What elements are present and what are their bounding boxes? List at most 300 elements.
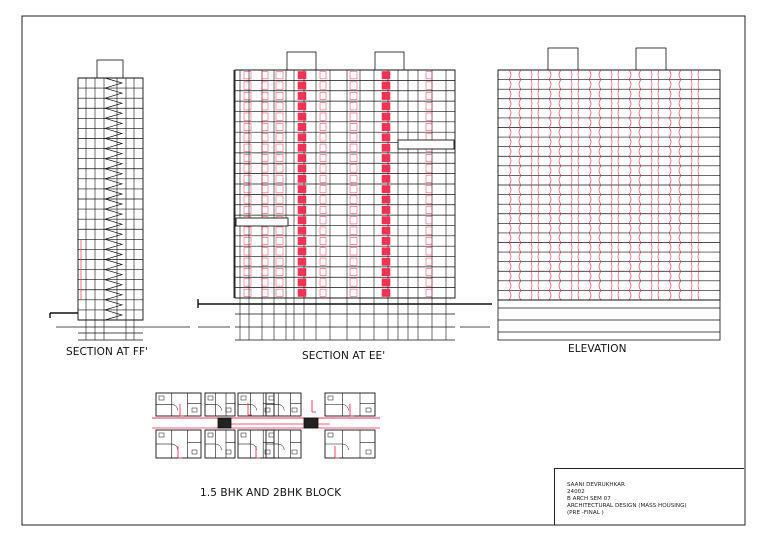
fin-curve [549,252,551,262]
fin-curve [691,99,692,109]
fin-curve [519,214,521,224]
fin-curve [549,147,551,157]
fin-curve [629,223,631,233]
fin-curve [519,290,521,300]
window-opening [426,103,432,110]
fin-curve [629,252,631,262]
window-opening [350,258,357,265]
fin-curve [639,223,641,233]
fin-curve [629,137,631,147]
fin-curve [549,262,551,272]
fin-curve [571,175,572,185]
window-opening [262,227,268,234]
fin-curve [549,195,551,205]
fin-curve [571,99,572,109]
fin-curve [669,118,671,128]
fin-curve [691,128,692,138]
window-opening [262,289,268,296]
roof-structure [636,48,666,70]
fin-curve [691,89,692,99]
fin-curve [509,185,511,195]
fin-curve [611,118,612,128]
fin-curve [698,281,699,291]
fin-curve [578,204,579,214]
fin-curve [599,262,601,272]
window-opening [350,165,357,172]
fin-curve [698,195,699,205]
fin-curve [571,204,572,214]
fin-curve [538,281,539,291]
fin-curve [611,233,612,243]
fin-curve [559,137,561,147]
fixture [366,450,371,454]
fin-curve [578,108,579,118]
fin-curve [559,252,561,262]
fin-curve [639,99,641,109]
fin-curve [519,108,521,118]
fin-curve [611,166,612,176]
window-opening [426,92,432,99]
fin-curve [669,281,671,291]
subject: ARCHITECTURAL DESIGN (MASS HOUSING) [567,503,687,509]
window-opening [426,237,432,244]
flat-partition [298,196,306,203]
window-opening [244,196,251,203]
fixture [159,433,164,437]
flat-partition [298,103,306,110]
window-opening [244,289,251,296]
fin-curve [509,204,511,214]
fin-curve [559,185,561,195]
fixture [366,408,371,412]
fin-curve [599,89,601,99]
fin-curve [578,243,579,253]
fixture [192,408,197,412]
window-opening [244,154,251,161]
fin-curve [698,271,699,281]
window-opening [262,206,268,213]
fin-curve [669,195,671,205]
window-opening [426,82,432,89]
fin-curve [618,271,619,281]
fin-curve [531,147,532,157]
window-opening [320,82,326,89]
fin-curve [538,185,539,195]
fin-curve [599,128,601,138]
fin-curve [679,80,681,90]
flat-partition [298,248,306,255]
fin-curve [679,233,681,243]
window-opening [262,237,268,244]
fin-curve [531,262,532,272]
lift-machine-room [375,52,404,70]
fin-curve [549,204,551,214]
fin-curve [559,70,561,80]
fin-curve [599,118,601,128]
fin-curve [519,243,521,253]
window-opening [320,103,326,110]
elevation-drawing [498,48,720,340]
fin-curve [669,156,671,166]
fin-curve [589,204,591,214]
fin-curve [589,80,591,90]
fin-curve [698,99,699,109]
fin-curve [669,70,671,80]
fin-curve [611,99,612,109]
flat-partition [298,144,306,151]
fin-curve [629,233,631,243]
fin-curve [658,271,659,281]
fin-curve [599,70,601,80]
window-opening [320,134,326,141]
fin-curve [639,185,641,195]
fin-curve [611,243,612,253]
fin-curve [578,271,579,281]
fin-curve [578,89,579,99]
fin-curve [599,281,601,291]
fixture [292,408,297,412]
fin-curve [571,156,572,166]
fin-curve [691,80,692,90]
fin-curve [509,175,511,185]
fin-curve [578,137,579,147]
fin-curve [599,223,601,233]
fin-curve [651,262,652,272]
fin-curve [658,214,659,224]
flat-partition [382,196,390,203]
window-opening [276,165,283,172]
fin-curve [618,166,619,176]
fin-curve [611,156,612,166]
fin-curve [698,147,699,157]
fin-curve [658,204,659,214]
fin-curve [559,233,561,243]
fin-curve [651,166,652,176]
fin-curve [531,70,532,80]
fin-curve [599,271,601,281]
fin-curve [599,204,601,214]
fin-curve [509,233,511,243]
window-opening [320,92,326,99]
fin-curve [509,281,511,291]
fin-curve [651,108,652,118]
window-opening [350,92,357,99]
fin-curve [639,290,641,300]
fin-curve [538,108,539,118]
window-opening [262,248,268,255]
fin-curve [538,233,539,243]
window-opening [350,144,357,151]
fin-curve [559,281,561,291]
fin-curve [669,243,671,253]
fin-curve [531,204,532,214]
fin-curve [509,252,511,262]
fin-curve [618,175,619,185]
flat-partition [382,165,390,172]
fin-curve [531,108,532,118]
fin-curve [679,128,681,138]
fin-curve [639,214,641,224]
window-opening [244,268,251,275]
fin-curve [599,252,601,262]
fin-curve [669,252,671,262]
flat-partition [382,279,390,286]
fin-curve [599,175,601,185]
fin-curve [549,108,551,118]
window-opening [350,134,357,141]
fin-curve [698,118,699,128]
window-opening [276,289,283,296]
window-opening [426,196,432,203]
fin-curve [519,156,521,166]
window-opening [350,113,357,120]
fin-curve [679,214,681,224]
fin-curve [599,195,601,205]
window-opening [276,196,283,203]
fin-curve [698,204,699,214]
fin-curve [559,175,561,185]
window-opening [262,123,268,130]
window-opening [426,165,432,172]
fin-curve [538,118,539,128]
fin-curve [578,262,579,272]
fin-curve [679,271,681,281]
fin-curve [578,175,579,185]
lift-machine-room [287,52,316,70]
window-opening [276,268,283,275]
fin-curve [549,214,551,224]
fin-curve [538,243,539,253]
window-opening [276,92,283,99]
section-ff-drawing [50,60,190,340]
fin-curve [549,156,551,166]
window-opening [320,279,326,286]
fin-curve [658,233,659,243]
fin-curve [571,80,572,90]
fin-curve [679,252,681,262]
window-opening [320,206,326,213]
fin-curve [531,214,532,224]
fin-curve [611,128,612,138]
fin-curve [519,223,521,233]
fin-curve [629,118,631,128]
window-opening [262,154,268,161]
fin-curve [589,108,591,118]
fin-curve [571,214,572,224]
fin-curve [519,175,521,185]
fin-curve [589,118,591,128]
fin-curve [658,118,659,128]
fin-curve [519,118,521,128]
fin-curve [578,147,579,157]
fin-curve [531,252,532,262]
fin-curve [651,80,652,90]
fin-curve [531,128,532,138]
fin-curve [509,118,511,128]
window-opening [320,258,326,265]
fin-curve [571,89,572,99]
fin-curve [571,262,572,272]
fin-curve [589,175,591,185]
fin-curve [559,243,561,253]
window-opening [350,186,357,193]
projecting-slab [398,140,454,149]
fin-curve [639,147,641,157]
stair-head-room [97,60,123,78]
fin-curve [629,175,631,185]
window-opening [244,258,251,265]
section-ff-label: SECTION AT FF' [66,346,149,358]
fin-curve [658,223,659,233]
fin-curve [599,156,601,166]
fin-curve [531,137,532,147]
fin-curve [538,89,539,99]
fin-curve [658,108,659,118]
fin-curve [618,195,619,205]
fin-curve [691,108,692,118]
window-opening [244,175,251,182]
flat-partition [298,237,306,244]
fin-curve [691,195,692,205]
window-opening [276,154,283,161]
fin-curve [571,290,572,300]
window-opening [262,186,268,193]
window-opening [262,144,268,151]
fin-curve [698,233,699,243]
fin-curve [698,70,699,80]
fin-curve [639,128,641,138]
window-opening [244,237,251,244]
fin-curve [571,147,572,157]
fin-curve [698,108,699,118]
flat-partition [382,82,390,89]
flat-partition [298,154,306,161]
fin-curve [618,128,619,138]
fin-curve [698,290,699,300]
window-opening [320,227,326,234]
window-opening [320,113,326,120]
fin-curve [669,137,671,147]
fin-curve [599,108,601,118]
fin-curve [651,185,652,195]
door-swing [343,444,349,450]
flat-partition [382,227,390,234]
fin-curve [639,156,641,166]
fin-curve [538,252,539,262]
fin-curve [691,214,692,224]
fin-curve [519,195,521,205]
fin-curve [698,223,699,233]
fin-curve [599,147,601,157]
fin-curve [538,156,539,166]
fin-curve [629,243,631,253]
fixture [159,396,164,400]
fin-curve [658,243,659,253]
door-swing [278,444,284,450]
fin-curve [538,128,539,138]
fin-curve [599,137,601,147]
fin-curve [691,223,692,233]
fin-curve [538,70,539,80]
fin-curve [589,195,591,205]
flat-partition [298,206,306,213]
window-opening [244,113,251,120]
fin-curve [519,204,521,214]
window-opening [320,268,326,275]
window-opening [276,72,283,79]
fixture [192,450,197,454]
fin-curve [691,175,692,185]
window-opening [276,144,283,151]
fin-curve [611,281,612,291]
flat-partition [382,248,390,255]
fin-curve [651,281,652,291]
fin-curve [538,147,539,157]
fin-curve [531,185,532,195]
fin-curve [629,108,631,118]
fin-curve [618,281,619,291]
fin-curve [669,271,671,281]
fin-curve [589,147,591,157]
fin-curve [669,185,671,195]
projecting-slab [236,218,288,226]
fin-curve [549,89,551,99]
window-opening [320,217,326,224]
fin-curve [589,128,591,138]
fin-curve [538,80,539,90]
window-opening [276,258,283,265]
fin-curve [691,137,692,147]
fin-curve [651,252,652,262]
fin-curve [559,166,561,176]
fin-curve [618,108,619,118]
window-opening [426,248,432,255]
fin-curve [618,290,619,300]
door-swing [216,405,222,411]
fin-curve [679,166,681,176]
fin-curve [578,99,579,109]
fixture [226,408,231,412]
fin-curve [549,80,551,90]
window-opening [244,72,251,79]
fin-curve [658,128,659,138]
fin-curve [691,281,692,291]
plan-label: 1.5 BHK AND 2BHK BLOCK [200,487,342,499]
flat-partition [298,279,306,286]
window-opening [426,217,432,224]
fin-curve [509,70,511,80]
window-opening [276,134,283,141]
fin-curve [578,118,579,128]
fin-curve [691,156,692,166]
fin-curve [618,204,619,214]
fin-curve [531,233,532,243]
window-opening [426,175,432,182]
fin-curve [509,290,511,300]
flat-partition [382,103,390,110]
fixture [269,433,274,437]
fin-curve [509,89,511,99]
fin-curve [658,137,659,147]
fin-curve [691,147,692,157]
window-opening [244,248,251,255]
fin-curve [611,214,612,224]
window-opening [320,248,326,255]
fin-curve [691,166,692,176]
fin-curve [578,281,579,291]
fin-curve [519,281,521,291]
fin-curve [691,233,692,243]
